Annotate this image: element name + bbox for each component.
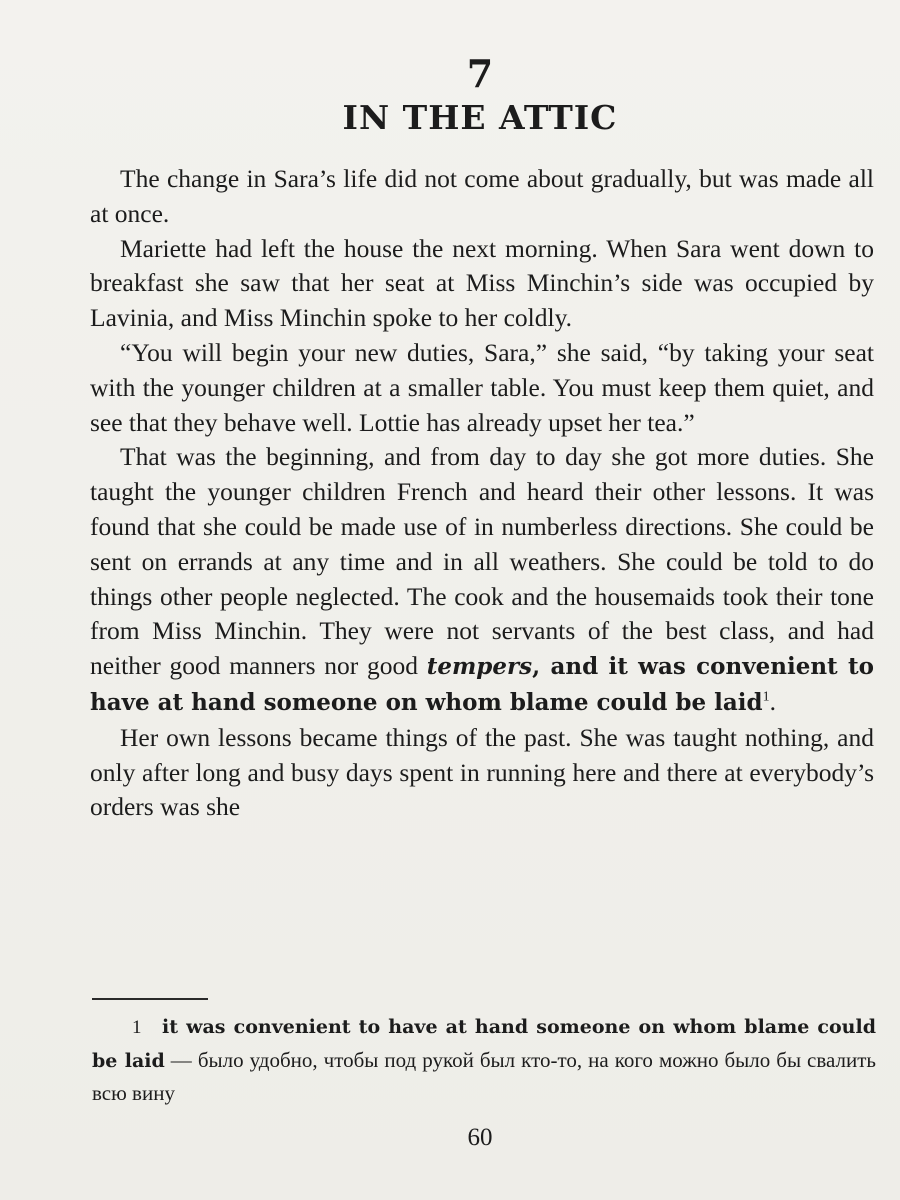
paragraph-2: Mariette had left the house the next morning. When Sara went down to breakfast she saw that her seat at Miss Minchin’s side was occupied by Lavinia, and Miss Minchin spoke to her coldly. xyxy=(90,233,874,333)
page-number: 60 xyxy=(467,1124,493,1151)
footnote-number: 1 xyxy=(132,1017,142,1038)
chapter-title: IN THE ATTIC xyxy=(342,98,618,137)
footnote-marker[interactable]: 1 xyxy=(762,689,770,705)
paragraph-4-connector: , and xyxy=(532,653,609,681)
chapter-body xyxy=(90,162,874,825)
footnote-phrase: it was convenient to have at hand someone on whom blame could be laid xyxy=(92,1016,876,1072)
paragraph-3: “You will begin your new duties, Sara,” she said, “by taking your seat with the younger children at a smaller table. You must keep them quiet, and see that they behave well. Lottie has already upset her tea.” xyxy=(90,337,874,437)
paragraph-1: The change in Sara’s life did not come about gradually, but was made all at once. xyxy=(90,164,874,228)
paragraph-4 xyxy=(90,440,874,720)
emphasized-word: tempers xyxy=(426,653,533,681)
paragraph-5: Her own lessons became things of the past. She was taught nothing, and only after long and busy days spent in running here and there at everybody’s orders was she xyxy=(90,722,874,822)
footnote-divider xyxy=(92,998,208,1000)
paragraph-4-text: That was the beginning, and from day to day she got more duties. She taught the younger children French and heard their other lessons. It was found that she could be made use of in numberless directions. She could be sent on errands at any time and in all weathers. She could be told to do things other people neglected. The cook and the housemaids took their tone from Miss Minchin. They were not servants of the best class, and had neither good manners nor good xyxy=(90,442,874,681)
highlighted-phrase: it was convenient to have at hand someone on whom blame could be laid xyxy=(90,653,874,716)
footnote-translation: — было удобно, чтобы под рукой был кто-то, на кого можно было бы свалить всю вину xyxy=(92,1048,876,1105)
paragraph-4-end: . xyxy=(769,686,776,716)
footnote xyxy=(92,1010,876,1109)
chapter-number: 7 xyxy=(466,51,494,96)
